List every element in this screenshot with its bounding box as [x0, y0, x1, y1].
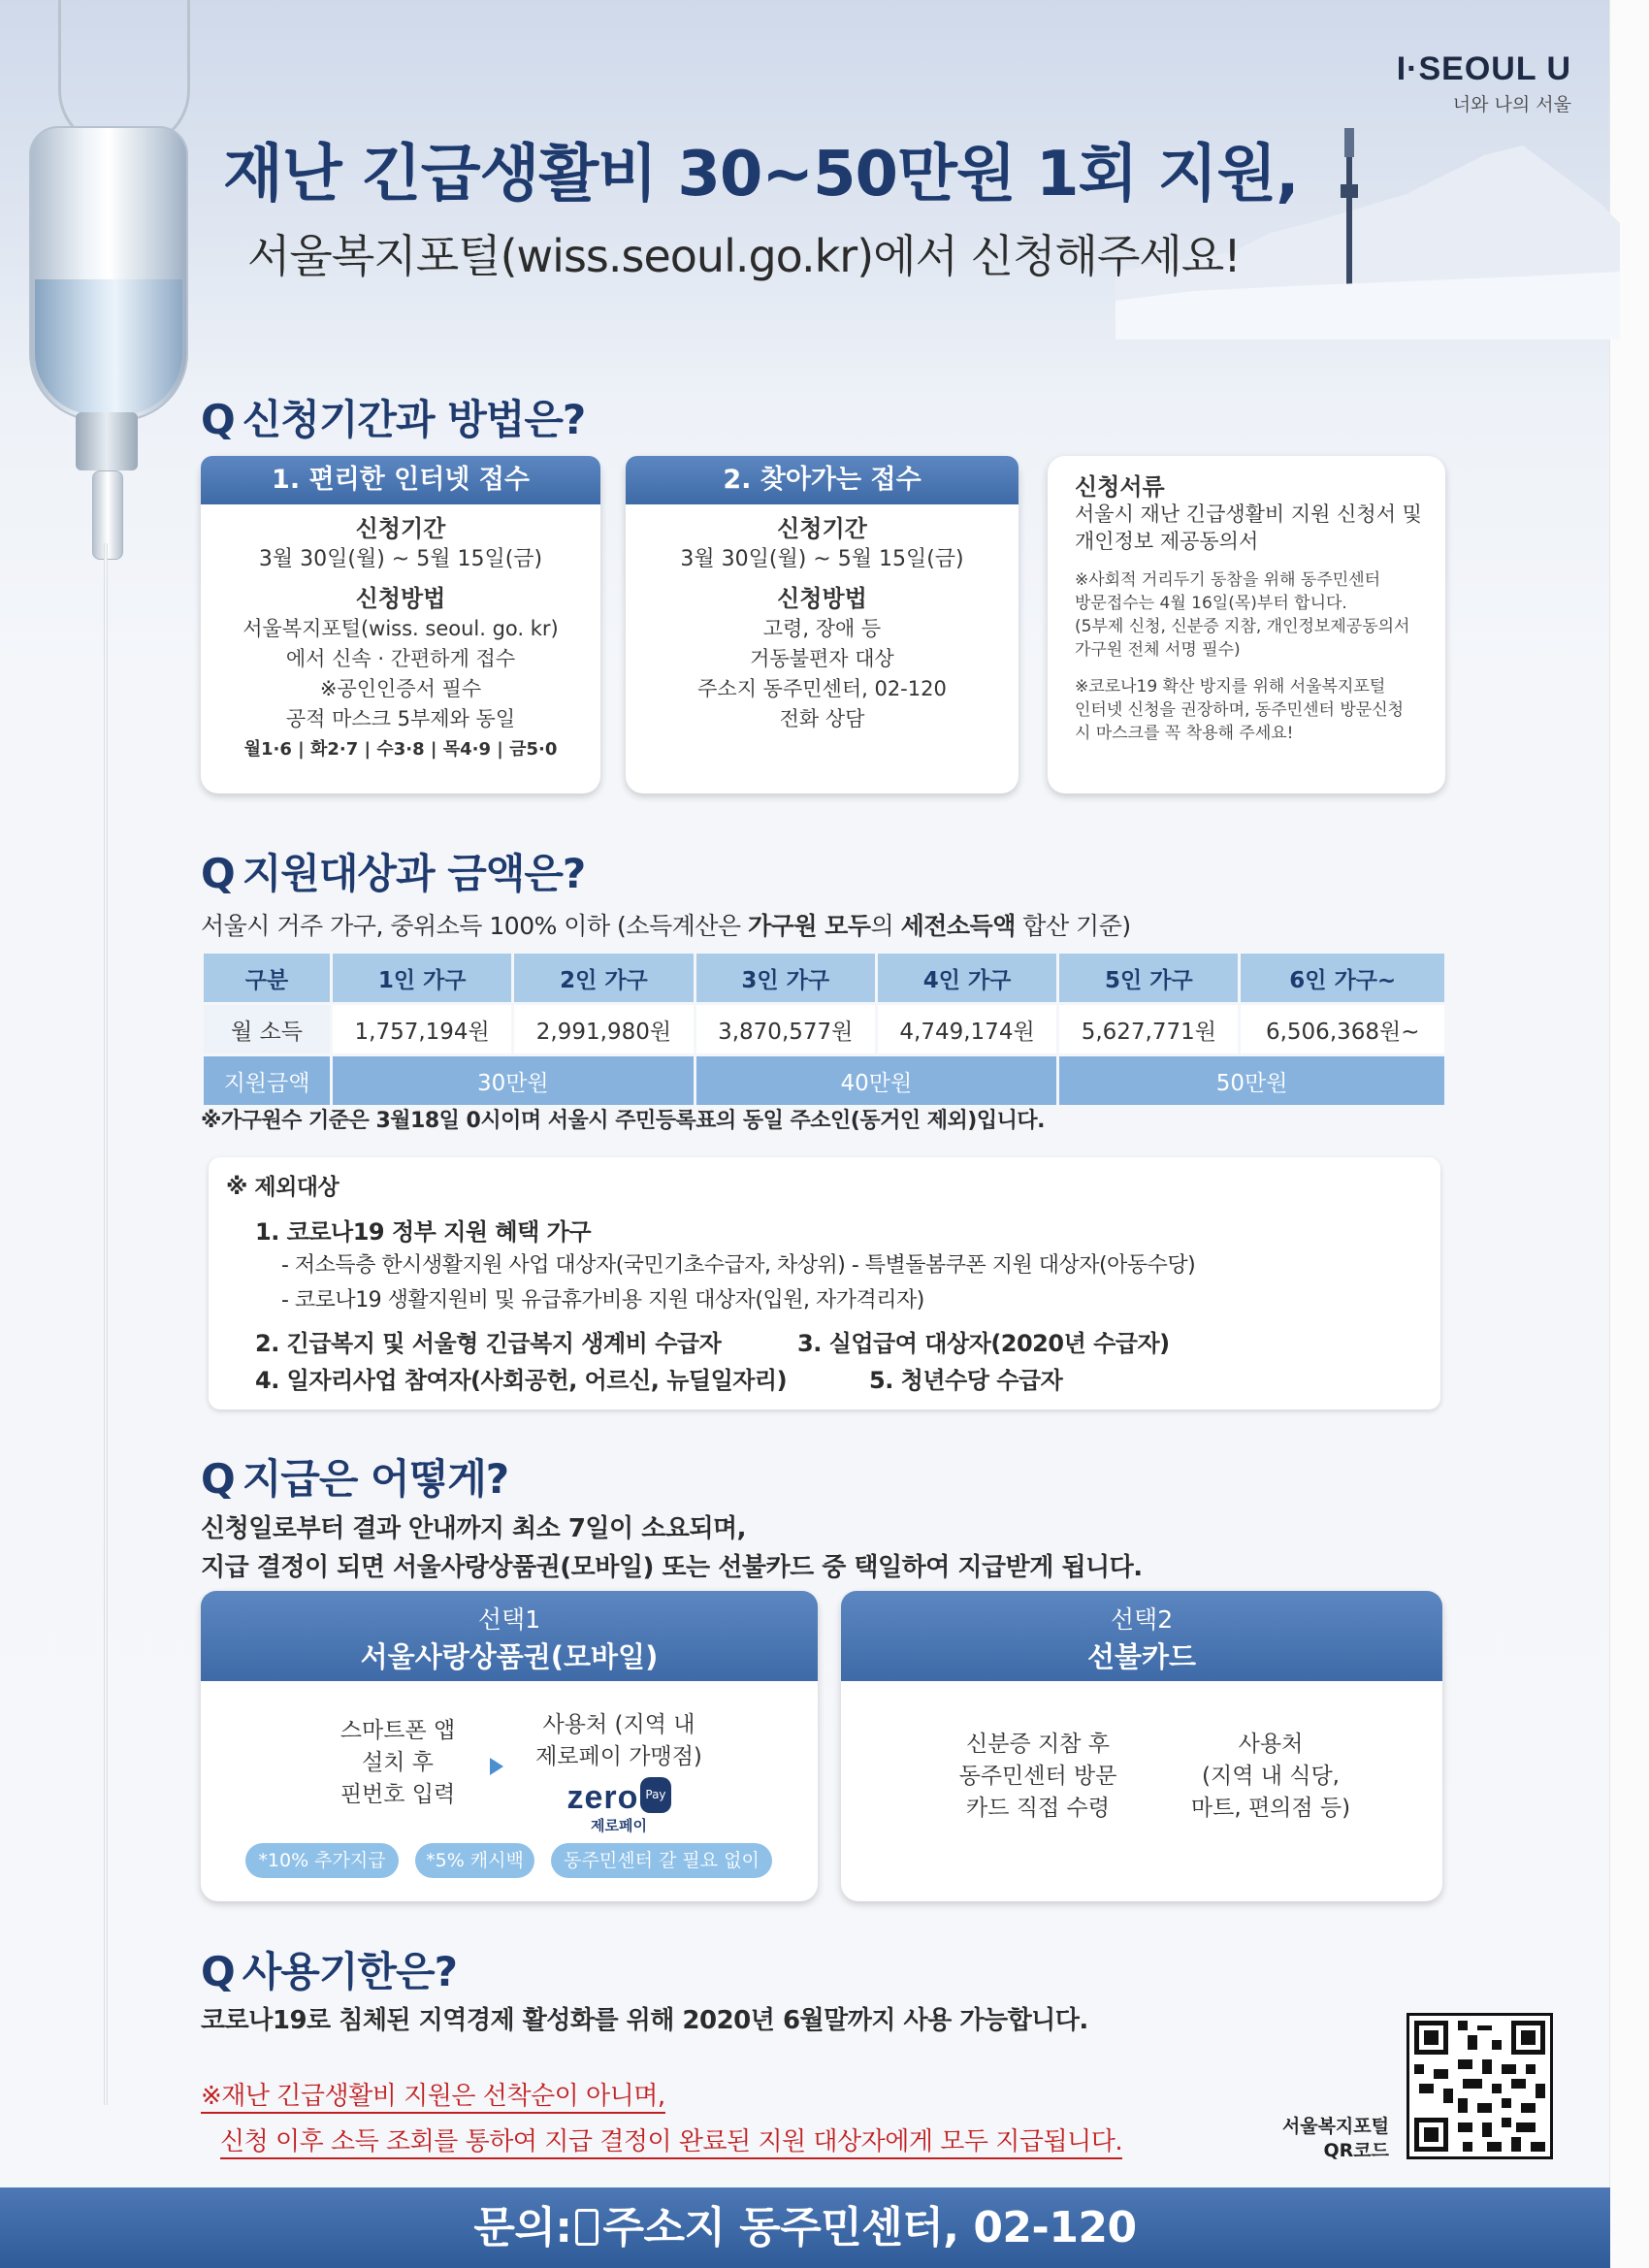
card1-period: 3월 30일(월) ~ 5월 15일(금): [258, 547, 543, 571]
qr-label-line: QR코드: [1323, 2140, 1389, 2161]
tab-internet-application: 1. 편리한 인터넷 접수: [201, 456, 600, 504]
table-header-cell: 구분: [204, 954, 330, 1002]
note-line: 가구원 전체 서명 필수): [1075, 640, 1241, 660]
iv-liquid: [35, 279, 182, 415]
option2-steps: [926, 1729, 1149, 1825]
table-cell: 4,749,174원: [878, 1005, 1056, 1053]
iv-drip-chamber: [92, 470, 123, 560]
card-internet-application: [201, 456, 600, 794]
table-header-cell: 1인 가구: [333, 954, 511, 1002]
exclusion-subitem: - 코로나19 생활지원비 및 유급휴가비용 지원 대상자(입원, 자가격리자): [281, 1288, 924, 1312]
logo-tagline: 너와 나의 서울: [1452, 94, 1571, 115]
q-icon: Q: [201, 850, 235, 897]
table-row: [204, 1005, 1444, 1053]
criteria-text: 의: [870, 912, 901, 940]
phone-icon: [575, 2209, 598, 2246]
exclusion-subitem: - 저소득층 한시생활지원 사업 대상자(국민기초수급자, 차상위) - 특별돌봄쿠폰 지원 대상자(아동수당): [281, 1253, 1196, 1278]
table-cell: 6,506,368원~: [1241, 1005, 1444, 1053]
footer-prefix: 문의:: [473, 2203, 572, 2252]
q-icon: Q: [201, 1455, 235, 1503]
table-row-label: 지원금액: [204, 1056, 330, 1105]
note-line: 시 마스크를 꼭 착용해 주세요!: [1075, 724, 1294, 743]
eligibility-criteria: [201, 907, 1131, 942]
card1-schedule: 월1·6 | 화2·7 | 수3·8 | 목4·9 | 금5·0: [243, 739, 558, 760]
criteria-text: 서울시 거주 가구, 중위소득 100% 이하 (소득계산은: [201, 912, 749, 940]
option2-usage-line: 마트, 편의점 등): [1190, 1796, 1351, 1821]
iv-tube-line: [104, 543, 108, 2105]
table-header-cell: 6인 가구~: [1241, 954, 1444, 1002]
pill-badge: 동주민센터 갈 필요 없이: [551, 1843, 772, 1878]
table-header-cell: 2인 가구: [514, 954, 693, 1002]
card2-method-label: 신청방법: [777, 585, 867, 612]
arrow-right-icon: [490, 1758, 503, 1775]
main-subtitle: 서울복지포털(wiss.seoul.go.kr)에서 신청해주세요!: [247, 230, 1241, 282]
card2-line: 주소지 동주민센터, 02-120: [697, 677, 947, 700]
income-table: [201, 951, 1447, 1108]
option2-usage-line: 사용처: [1238, 1732, 1304, 1757]
documents-block: [1075, 473, 1443, 745]
exclusion-item: 2. 긴급복지 및 서울형 긴급복지 생계비 수급자: [255, 1330, 722, 1357]
option1-step: 핀번호 입력: [340, 1782, 456, 1807]
zeropay-pay-badge: Pay: [640, 1777, 670, 1813]
qr-label-line: 서울복지포털: [1281, 2116, 1389, 2137]
table-header-cell: 5인 가구: [1059, 954, 1238, 1002]
section-payment-title-text: 지급은 어떻게?: [242, 1455, 509, 1503]
iv-bag-image: [29, 126, 188, 421]
option2-step: 동주민센터 방문: [958, 1764, 1117, 1789]
footer-contact: 주소지 동주민센터, 02-120: [602, 2203, 1137, 2252]
criteria-bold: 가구원 모두: [748, 912, 871, 940]
card1-period-block: [201, 514, 600, 764]
qr-label: [1261, 2115, 1389, 2163]
table-row-label: 월 소득: [204, 1005, 330, 1053]
zeropay-wordmark: zero: [566, 1779, 639, 1816]
section-eligibility-title-text: 지원대상과 금액은?: [242, 850, 586, 897]
card2-line: 고령, 장애 등: [762, 617, 882, 640]
option1-usage-line: 사용처 (지역 내: [542, 1712, 695, 1737]
payment-line: 신청일로부터 결과 안내까지 최소 7일이 소요되며,: [201, 1514, 747, 1543]
table-header-cell: 3인 가구: [696, 954, 875, 1002]
table-header-cell: 4인 가구: [878, 954, 1056, 1002]
card1-line: 에서 신속 · 간편하게 접수: [285, 647, 516, 670]
household-note: ※가구원수 기준은 3월18일 0시이며 서울시 주민등록표의 동일 주소인(동거인 제외)입니다.: [201, 1109, 1045, 1133]
option1-step: 설치 후: [362, 1750, 434, 1775]
documents-label: 신청서류: [1075, 473, 1165, 501]
exclusion-item: 4. 일자리사업 참여자(사회공헌, 어르신, 뉴딜일자리): [255, 1367, 788, 1394]
documents-line: 서울시 재난 긴급생활비 지원 신청서 및: [1075, 502, 1422, 526]
exclusions-title: ※ 제외대상: [226, 1175, 340, 1200]
section-application-title-text: 신청기간과 방법은?: [242, 396, 586, 443]
option1-number: 선택1: [477, 1605, 541, 1634]
q-icon: Q: [201, 1948, 235, 1995]
section-expiry-title-text: 사용기한은?: [242, 1948, 457, 1995]
logo-mark: I·SEOUL U: [1396, 50, 1571, 87]
card2-period-label: 신청기간: [777, 515, 867, 542]
card2-line: 전화 상담: [779, 707, 865, 730]
exclusion-item: 1. 코로나19 정부 지원 혜택 가구: [255, 1218, 592, 1246]
payment-line: 지급 결정이 되면 서울사랑상품권(모바일) 또는 선불카드 중 택일하여 지급받게 됩니다.: [201, 1553, 1143, 1582]
card1-line: ※공인인증서 필수: [319, 677, 482, 700]
option2-number: 선택2: [1110, 1605, 1174, 1634]
section-payment-title: [201, 1447, 508, 1506]
card1-line: 서울복지포털(wiss. seoul. go. kr): [242, 617, 559, 640]
expiry-line: 코로나19로 침체된 지역경제 활성화를 위해 2020년 6월말까지 사용 가능합니다.: [201, 2006, 1088, 2035]
q-icon: Q: [201, 396, 235, 443]
footer-contact-bar: [0, 2187, 1610, 2268]
note-line: 인터넷 신청을 권장하며, 동주민센터 방문신청: [1075, 700, 1405, 720]
pill-badge: *5% 캐시백: [415, 1843, 534, 1878]
exclusion-item: 3. 실업급여 대상자(2020년 수급자): [797, 1330, 1170, 1357]
criteria-text: 합산 기준): [1015, 912, 1131, 940]
documents-note1: [1075, 568, 1443, 662]
note-line: (5부제 신청, 신분증 지참, 개인정보제공동의서: [1075, 617, 1410, 636]
table-cell: 40만원: [696, 1056, 1057, 1105]
option2-header: [841, 1591, 1442, 1681]
option2-title: 선불카드: [1086, 1640, 1197, 1673]
iv-neck: [76, 412, 138, 470]
option2-usage-line: (지역 내 식당,: [1202, 1764, 1340, 1789]
card1-period-label: 신청기간: [355, 515, 446, 542]
note-line: ※사회적 거리두기 동참을 위해 동주민센터: [1075, 570, 1381, 590]
exclusion-item: 5. 청년수당 수급자: [869, 1367, 1063, 1394]
option2-step: 카드 직접 수령: [966, 1796, 1110, 1821]
note-line: ※코로나19 확산 방지를 위해 서울복지포털: [1075, 677, 1386, 697]
page-edge: [1609, 0, 1649, 2268]
option2-step: 신분증 지참 후: [966, 1732, 1110, 1757]
option1-header: [201, 1591, 818, 1681]
option1-title: 서울사랑상품권(모바일): [360, 1640, 659, 1673]
card-visit-application: [626, 456, 1018, 794]
card1-method-label: 신청방법: [355, 585, 446, 612]
table-cell: 1,757,194원: [333, 1005, 511, 1053]
table-cell: 3,870,577원: [696, 1005, 875, 1053]
note-line: 방문접수는 4월 16일(목)부터 합니다.: [1075, 594, 1347, 613]
option1-usage: [512, 1709, 726, 1833]
documents-line: 개인정보 제공동의서: [1075, 530, 1259, 553]
card2-period: 3월 30일(월) ~ 5월 15일(금): [680, 547, 964, 571]
table-cell: 5,627,771원: [1059, 1005, 1238, 1053]
table-cell: 50만원: [1059, 1056, 1444, 1105]
option1-usage-line: 제로페이 가맹점): [535, 1744, 702, 1769]
section-eligibility-title: [201, 842, 585, 900]
zeropay-logo: [512, 1777, 726, 1833]
pill-badge: *10% 추가지급: [245, 1843, 399, 1878]
tab-visit-application: 2. 찾아가는 접수: [626, 456, 1018, 504]
section-application-title: [201, 388, 585, 446]
warning-line: 신청 이후 소득 조회를 통하여 지급 결정이 완료된 지원 대상자에게 모두 지급됩니다.: [220, 2122, 1122, 2159]
option2-usage: [1159, 1729, 1382, 1825]
documents-note2: [1075, 675, 1443, 745]
main-title: 재난 긴급생활비 30~50만원 1회 지원,: [223, 139, 1299, 211]
warning-line: ※재난 긴급생활비 지원은 선착순이 아니며,: [201, 2076, 665, 2114]
option1-step: 스마트폰 앱: [340, 1718, 456, 1743]
table-row: [204, 1056, 1444, 1105]
qr-code-image[interactable]: [1406, 2013, 1553, 2159]
card2-line: 거동불편자 대상: [750, 647, 894, 670]
option1-steps: [310, 1715, 485, 1811]
i-seoul-u-logo: [1377, 50, 1571, 116]
section-expiry-title: [201, 1940, 457, 1998]
card2-period-block: [626, 514, 1018, 734]
table-header-row: [204, 954, 1444, 1002]
table-cell: 2,991,980원: [514, 1005, 693, 1053]
zeropay-subtitle: 제로페이: [591, 1817, 647, 1834]
table-cell: 30만원: [333, 1056, 694, 1105]
card1-line: 공적 마스크 5부제와 동일: [285, 707, 516, 730]
criteria-bold: 세전소득액: [900, 912, 1016, 940]
